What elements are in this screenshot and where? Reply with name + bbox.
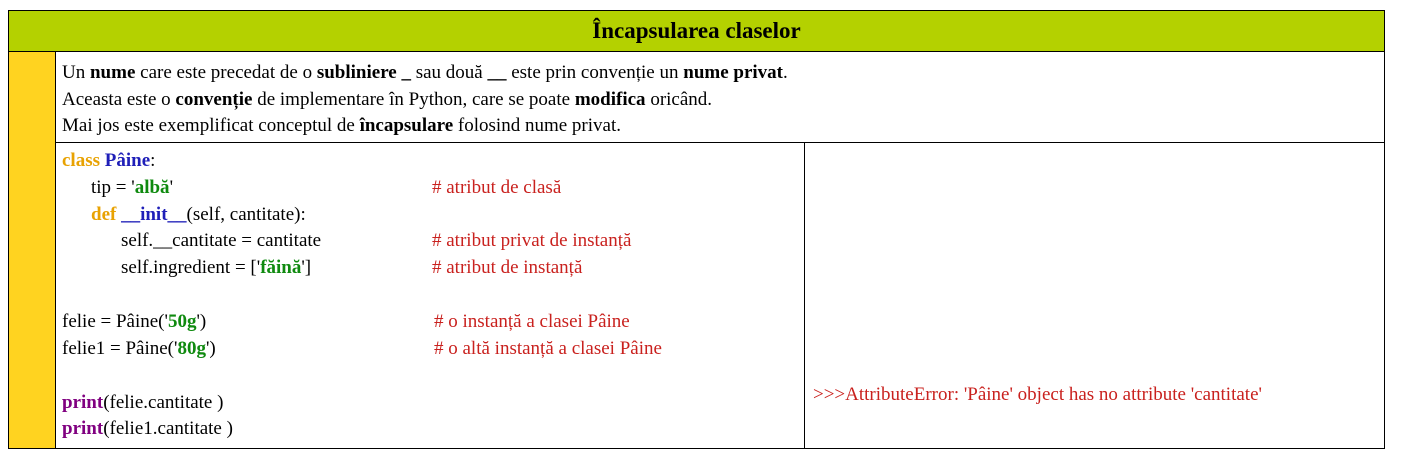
text: care este precedat de o [135,62,317,83]
intro-line-2 [62,87,1384,114]
string-literal: făină [260,257,302,278]
text: sau două [410,62,488,83]
bold-text: nume [89,62,136,83]
error-output: >>>AttributeError: 'Pâine' object has no attribute 'cantitate' [813,384,1262,405]
text: felie = Pâine(' [62,311,168,332]
string-literal: albă [134,177,170,198]
bold-text: __ [487,62,507,83]
side-stripe [9,52,56,448]
text: felie1 = Pâine(' [62,338,178,359]
encapsulation-table [8,10,1385,449]
output-cell [805,143,1384,448]
text: (self, cantitate): [186,204,306,225]
code-line-8 [62,390,223,416]
code-line-5 [121,255,311,281]
text: (felie1.cantitate ) [103,418,233,439]
code-line-3 [91,202,306,228]
keyword: class [62,150,100,171]
text: (felie.cantitate ) [103,392,224,413]
comment: # atribut de clasă [432,177,562,198]
class-name: Pâine [104,150,151,171]
text: Aceasta este o [62,88,176,110]
intro-line-3 [62,113,1384,140]
table-title: Încapsularea claselor [9,11,1384,52]
bold-text: convenție [175,88,253,110]
text: este prin convenție un [506,62,684,83]
comment: # atribut privat de instanță [432,230,632,251]
code-line-9 [62,416,233,442]
code-line-7 [62,336,216,362]
text: . [783,62,788,83]
bold-text: modifica [574,88,646,110]
text: ') [196,311,207,332]
function-name: __init__ [121,204,187,225]
text: ') [205,338,216,359]
text: : [150,150,156,171]
string-literal: 80g [177,338,206,359]
comment: # atribut de instanță [432,257,583,278]
text: de implementare în Python, care se poate [252,88,575,110]
code-line-4: self.__cantitate = cantitate [121,230,322,251]
intro-text [56,52,1384,143]
code-line-1 [62,148,155,174]
code-cell [56,143,805,448]
text: '] [301,257,312,278]
comment: # o instanță a clasei Pâine [434,311,630,332]
keyword: def [91,204,117,225]
comment: # o altă instanță a clasei Pâine [434,338,662,359]
code-line-2 [91,175,173,201]
bold-text: încapsulare [359,115,454,136]
bold-text: subliniere _ [316,62,411,83]
text: Mai jos este exemplificat conceptul de [62,115,360,136]
text: folosind nume privat. [453,115,621,136]
text: tip = ' [91,177,135,198]
intro-line-1 [62,60,1384,87]
code-line-6 [62,309,206,335]
string-literal: 50g [167,311,197,332]
print-function: print [62,392,104,413]
text: oricând. [645,88,713,110]
text: Un [62,62,90,83]
print-function: print [62,418,104,439]
text: self.ingredient = [' [121,257,261,278]
text: ' [169,177,173,198]
bold-text: nume privat [683,62,783,83]
